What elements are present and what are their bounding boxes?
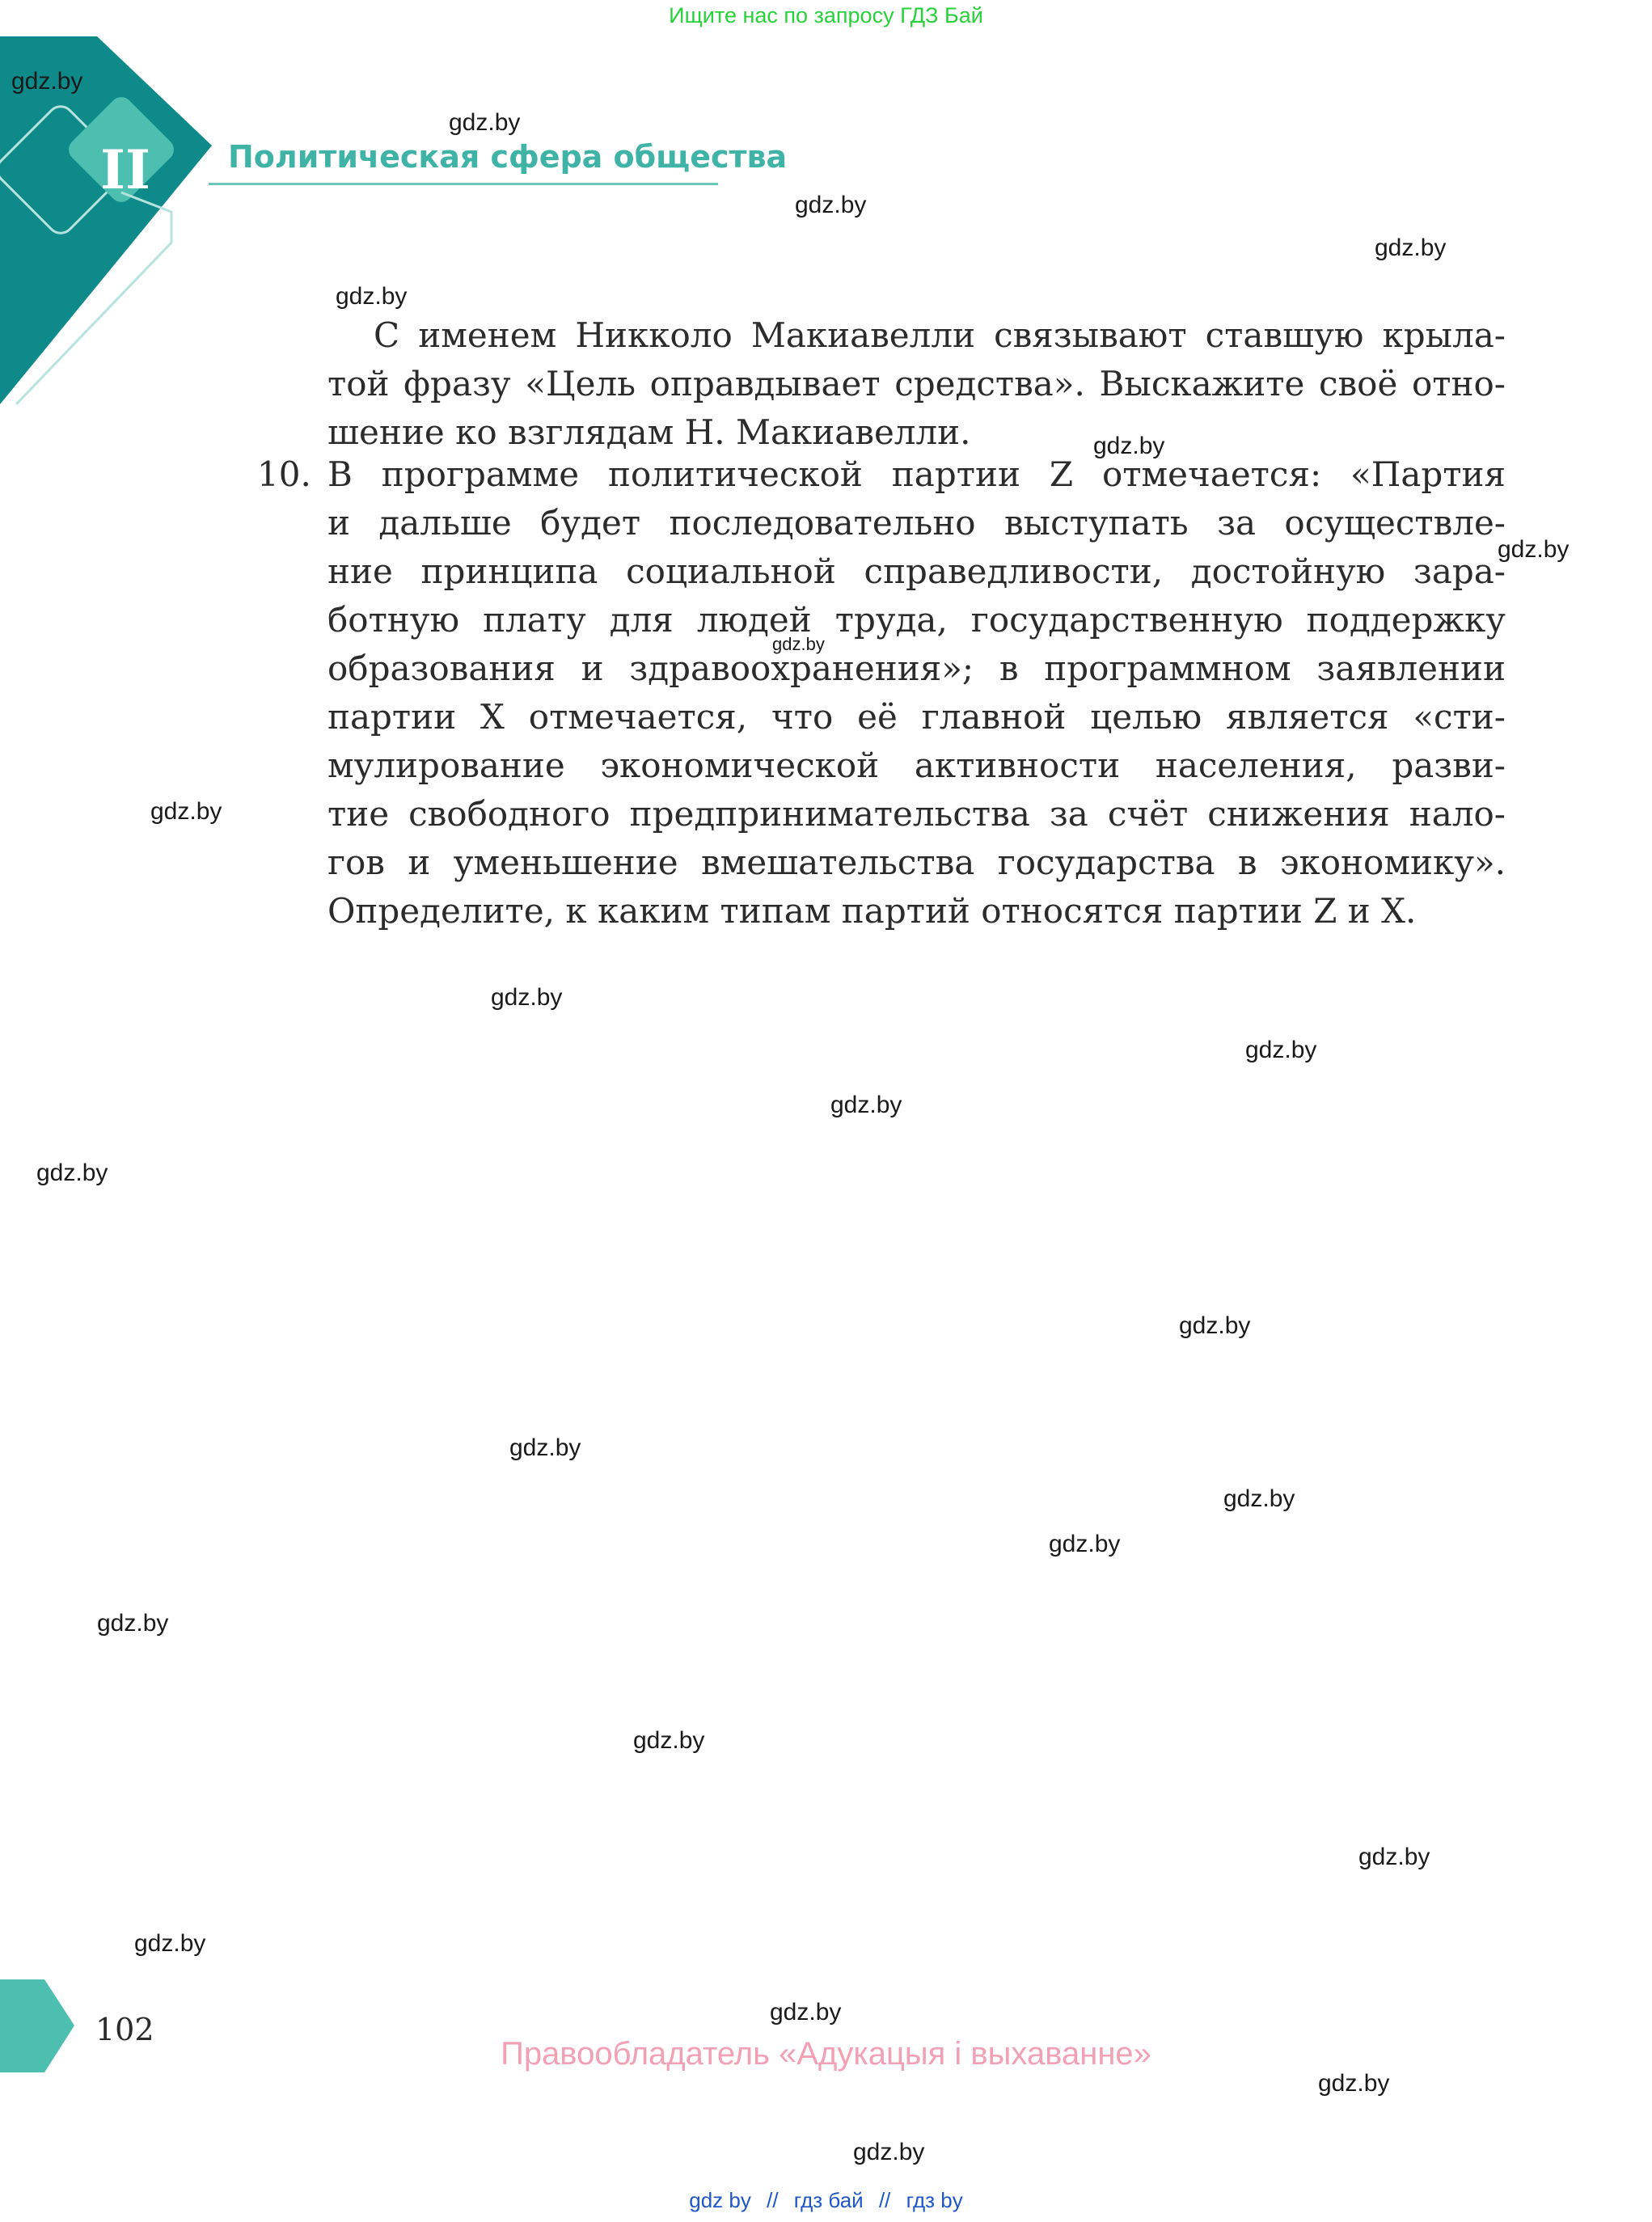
intro-line: С именем Никколо Макиавелли связывают ставшую крыла- xyxy=(374,315,1506,355)
footer-link[interactable]: gdz by xyxy=(689,2188,751,2212)
watermark: gdz.by xyxy=(150,798,222,825)
task-line: мулирование экономической активности населения, разви- xyxy=(327,746,1506,785)
footer-links xyxy=(0,2188,1652,2213)
watermark: gdz.by xyxy=(1245,1037,1317,1063)
page-number: 102 xyxy=(95,2012,154,2047)
task-number: 10. xyxy=(257,454,311,494)
watermark: gdz.by xyxy=(1318,2070,1390,2097)
watermark: gdz.by xyxy=(134,1930,206,1957)
watermark: gdz.by xyxy=(1375,234,1447,261)
watermark: gdz.by xyxy=(509,1434,581,1461)
task-line: В программе политической партии Z отмечается: «Партия xyxy=(327,454,1506,494)
watermark: gdz.by xyxy=(1358,1844,1430,1870)
task-line: Определите, к каким типам партий относятся партии Z и X. xyxy=(327,891,1417,931)
task-line: ние принципа социальной справедливости, достойную зара- xyxy=(327,551,1506,591)
intro-line: шение ко взглядам Н. Макиавелли. xyxy=(327,412,971,452)
chapter-roman-numeral: II xyxy=(100,138,150,201)
watermark: gdz.by xyxy=(633,1727,705,1754)
watermark: gdz.by xyxy=(11,68,83,95)
task-line: ботную плату для людей труда, государственную поддержку xyxy=(327,600,1506,640)
watermark: gdz.by xyxy=(772,634,825,654)
watermark: gdz.by xyxy=(97,1610,169,1637)
task-line: тие свободного предпринимательства за счёт снижения нало- xyxy=(327,794,1506,834)
chapter-corner-decoration xyxy=(0,0,243,420)
footer-separator: // xyxy=(767,2188,779,2212)
watermark: gdz.by xyxy=(1093,433,1165,459)
watermark: gdz.by xyxy=(449,109,521,136)
task-line: гов и уменьшение вмешательства государства в экономику». xyxy=(327,843,1506,882)
footer-link[interactable]: гдз бай xyxy=(793,2188,864,2212)
watermark: gdz.by xyxy=(770,1999,842,2026)
section-title-underline xyxy=(209,183,718,185)
watermark: gdz.by xyxy=(1223,1485,1295,1512)
watermark: gdz.by xyxy=(830,1092,902,1118)
watermark: gdz.by xyxy=(1498,536,1570,563)
watermark: gdz.by xyxy=(336,283,408,310)
intro-line: той фразу «Цель оправдывает средства». Выскажите своё отно- xyxy=(327,364,1506,403)
task-line: партии X отмечается, что её главной целью является «сти- xyxy=(327,697,1506,737)
task-line: образования и здравоохранения»; в программном заявлении xyxy=(327,648,1506,688)
footer-link[interactable]: гдз by xyxy=(906,2188,963,2212)
search-banner: Ищите нас по запросу ГДЗ Бай xyxy=(669,3,983,27)
section-title: Политическая сфера общества xyxy=(228,139,788,175)
task-line: и дальше будет последовательно выступать за осуществле- xyxy=(327,503,1506,543)
copyright-notice: Правообладатель «Адукацыя і выхаванне» xyxy=(501,2036,1151,2072)
watermark: gdz.by xyxy=(795,192,867,218)
watermark: gdz.by xyxy=(36,1160,108,1186)
watermark: gdz.by xyxy=(1179,1312,1251,1339)
watermark: gdz.by xyxy=(1049,1531,1121,1557)
watermark: gdz.by xyxy=(491,984,563,1011)
footer-separator: // xyxy=(878,2188,891,2212)
watermark: gdz.by xyxy=(853,2139,925,2165)
